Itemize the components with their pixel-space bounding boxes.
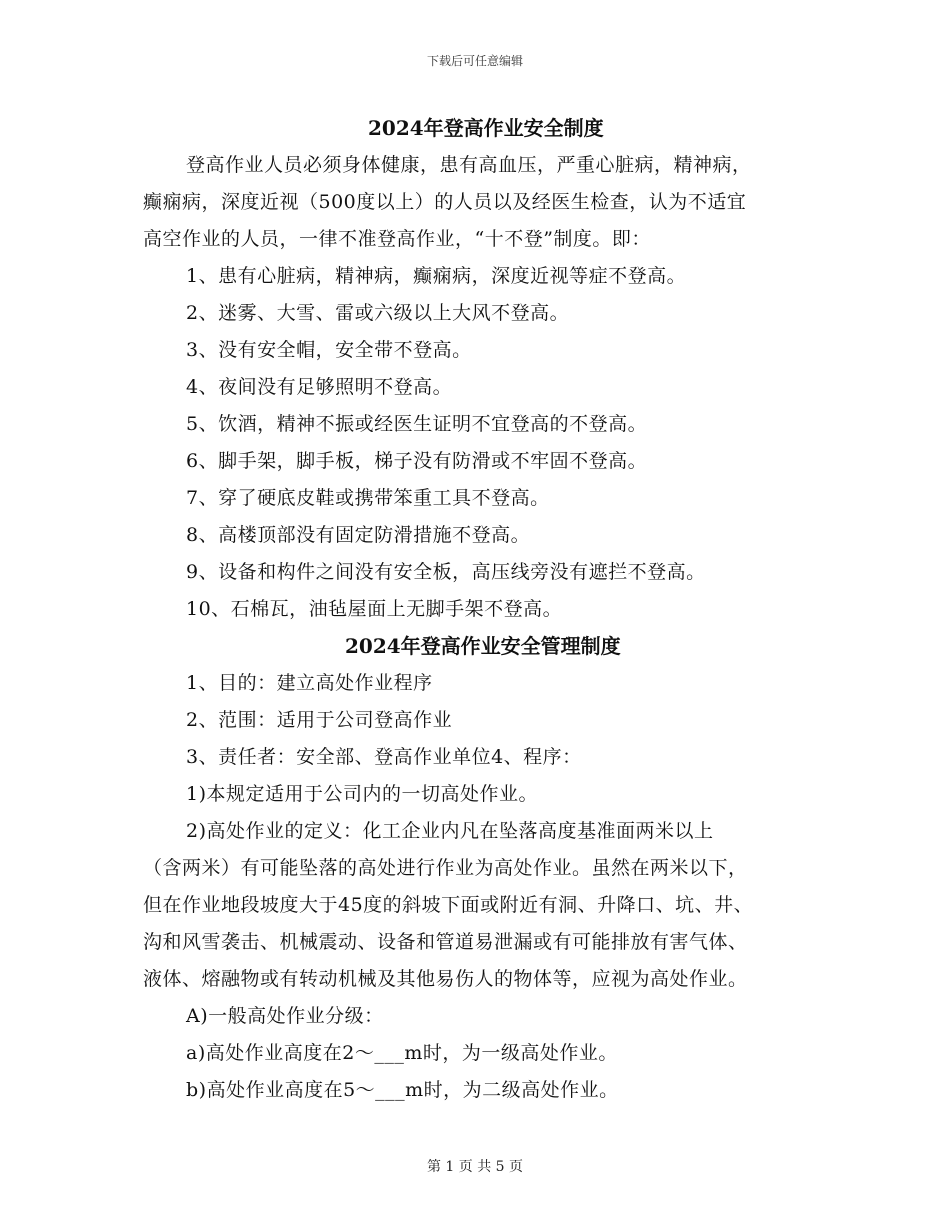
section1-list-item: 4、夜间没有足够照明不登高。 xyxy=(186,376,453,398)
section2-list-item: 1、目的：建立高处作业程序 xyxy=(186,672,433,694)
section1-paragraph-line: 登高作业人员必须身体健康，患有高血压，严重心脏病，精神病， xyxy=(186,154,752,176)
section1-list-item: 6、脚手架，脚手板，梯子没有防滑或不牢固不登高。 xyxy=(186,450,648,472)
section1-list-item: 9、设备和构件之间没有安全板，高压线旁没有遮拦不登高。 xyxy=(186,561,706,583)
section2-list-item: 2、范围：适用于公司登高作业 xyxy=(186,709,453,731)
section1-paragraph-line: 癫痫病，深度近视（500度以上）的人员以及经医生检查，认为不适宜 xyxy=(143,191,747,213)
section1-list-item: 8、高楼顶部没有固定防滑措施不登高。 xyxy=(186,524,531,546)
section1-list-item: 3、没有安全帽，安全带不登高。 xyxy=(186,339,472,361)
section1-list-item: 10、石棉瓦，油毡屋面上无脚手架不登高。 xyxy=(186,598,563,620)
section2-title: 2024年登高作业安全管理制度 xyxy=(345,634,621,658)
section2-list-item: b)高处作业高度在5～___m时，为二级高处作业。 xyxy=(186,1079,619,1101)
section2-list-item: 3、责任者：安全部、登高作业单位4、程序： xyxy=(186,746,582,768)
section2-list-item: 1)本规定适用于公司内的一切高处作业。 xyxy=(186,783,539,805)
section1-list-item: 7、穿了硬底皮鞋或携带笨重工具不登高。 xyxy=(186,487,550,509)
section1-title: 2024年登高作业安全制度 xyxy=(368,116,604,140)
section2-paragraph-line: 但在作业地段坡度大于45度的斜坡下面或附近有洞、升降口、坑、井、 xyxy=(143,894,754,916)
document-body xyxy=(143,110,823,1109)
section2-paragraph-line: （含两米）有可能坠落的高处进行作业为高处作业。虽然在两米以下， xyxy=(143,857,748,879)
section1-list-item: 1、患有心脏病，精神病，癫痫病，深度近视等症不登高。 xyxy=(186,265,687,287)
section2-paragraph-line: 沟和风雪袭击、机械震动、设备和管道易泄漏或有可能排放有害气体、 xyxy=(143,931,748,953)
section1-paragraph-line: 高空作业的人员，一律不准登高作业，“十不登”制度。即： xyxy=(143,228,651,250)
page-footer-number: 第 1 页 共 5 页 xyxy=(426,1159,524,1175)
page-header-note: 下载后可任意编辑 xyxy=(426,54,523,68)
section2-list-item: A)一般高处作业分级： xyxy=(186,1005,384,1027)
section2-list-item: a)高处作业高度在2～___m时，为一级高处作业。 xyxy=(186,1042,618,1064)
section1-list-item: 2、迷雾、大雪、雷或六级以上大风不登高。 xyxy=(186,302,570,324)
section2-paragraph-line: 液体、熔融物或有转动机械及其他易伤人的物体等，应视为高处作业。 xyxy=(143,968,748,990)
section2-paragraph-line: 2)高处作业的定义：化工企业内凡在坠落高度基准面两米以上 xyxy=(186,820,714,842)
section1-list-item: 5、饮酒，精神不振或经医生证明不宜登高的不登高。 xyxy=(186,413,648,435)
